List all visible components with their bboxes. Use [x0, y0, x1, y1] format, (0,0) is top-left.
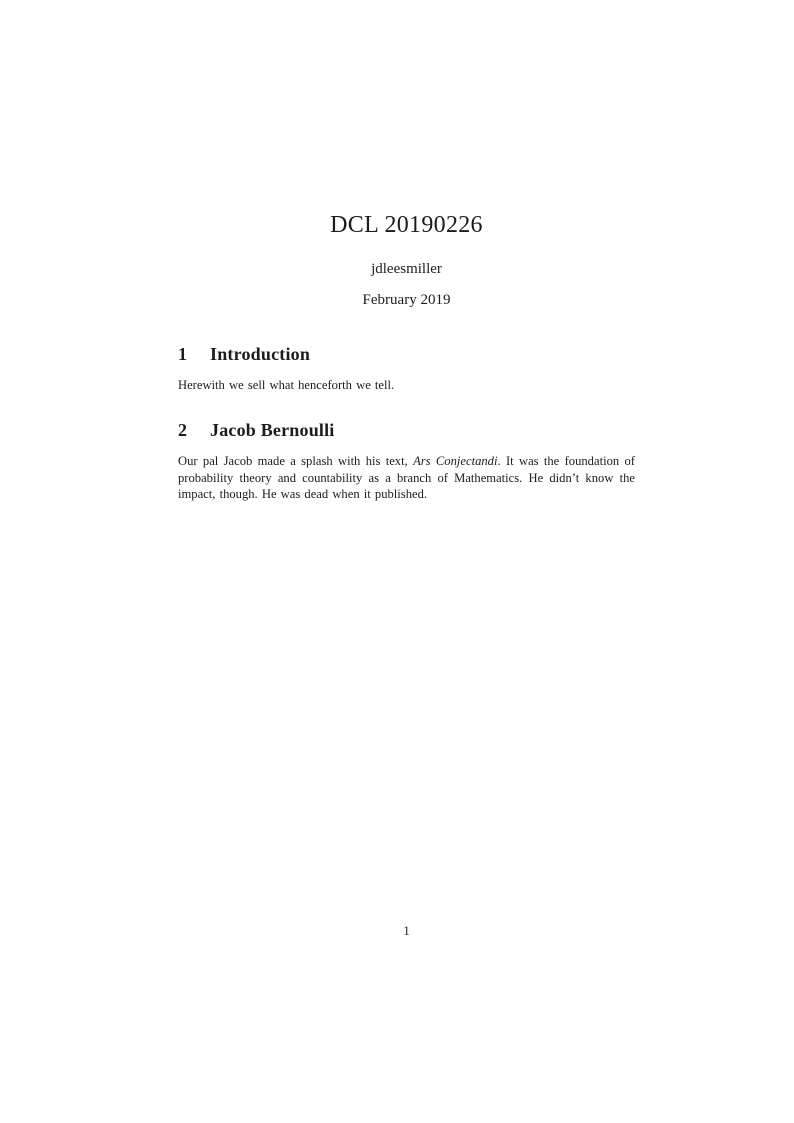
section-heading-jacob-bernoulli: [178, 420, 635, 441]
document-date: February 2019: [362, 292, 451, 308]
page-number: 1: [403, 924, 410, 938]
document-author: jdleesmiller: [371, 261, 442, 277]
section-number: 1: [178, 344, 188, 364]
paragraph-jacob-bernoulli: [178, 453, 635, 502]
paragraph-introduction: Herewith we sell what henceforth we tell.: [178, 378, 395, 392]
paragraph-text-start: Our pal Jacob made a splash with his text,: [178, 454, 414, 469]
document-body: [178, 344, 635, 503]
book-title-italic: Ars Conjectandi: [413, 454, 498, 469]
document-title: DCL 20190226: [330, 212, 483, 238]
section-title: Jacob Bernoulli: [210, 420, 335, 441]
paragraph-text-end: . It was the foundation of probability theory and countability as a branch of Mathematics. He didn’t know the impact, though. He was dead when it published.: [178, 454, 635, 502]
section-heading-introduction: [178, 344, 635, 365]
section-number: 2: [178, 420, 188, 441]
section-title: Introduction: [210, 344, 311, 364]
title-block: [178, 212, 635, 309]
